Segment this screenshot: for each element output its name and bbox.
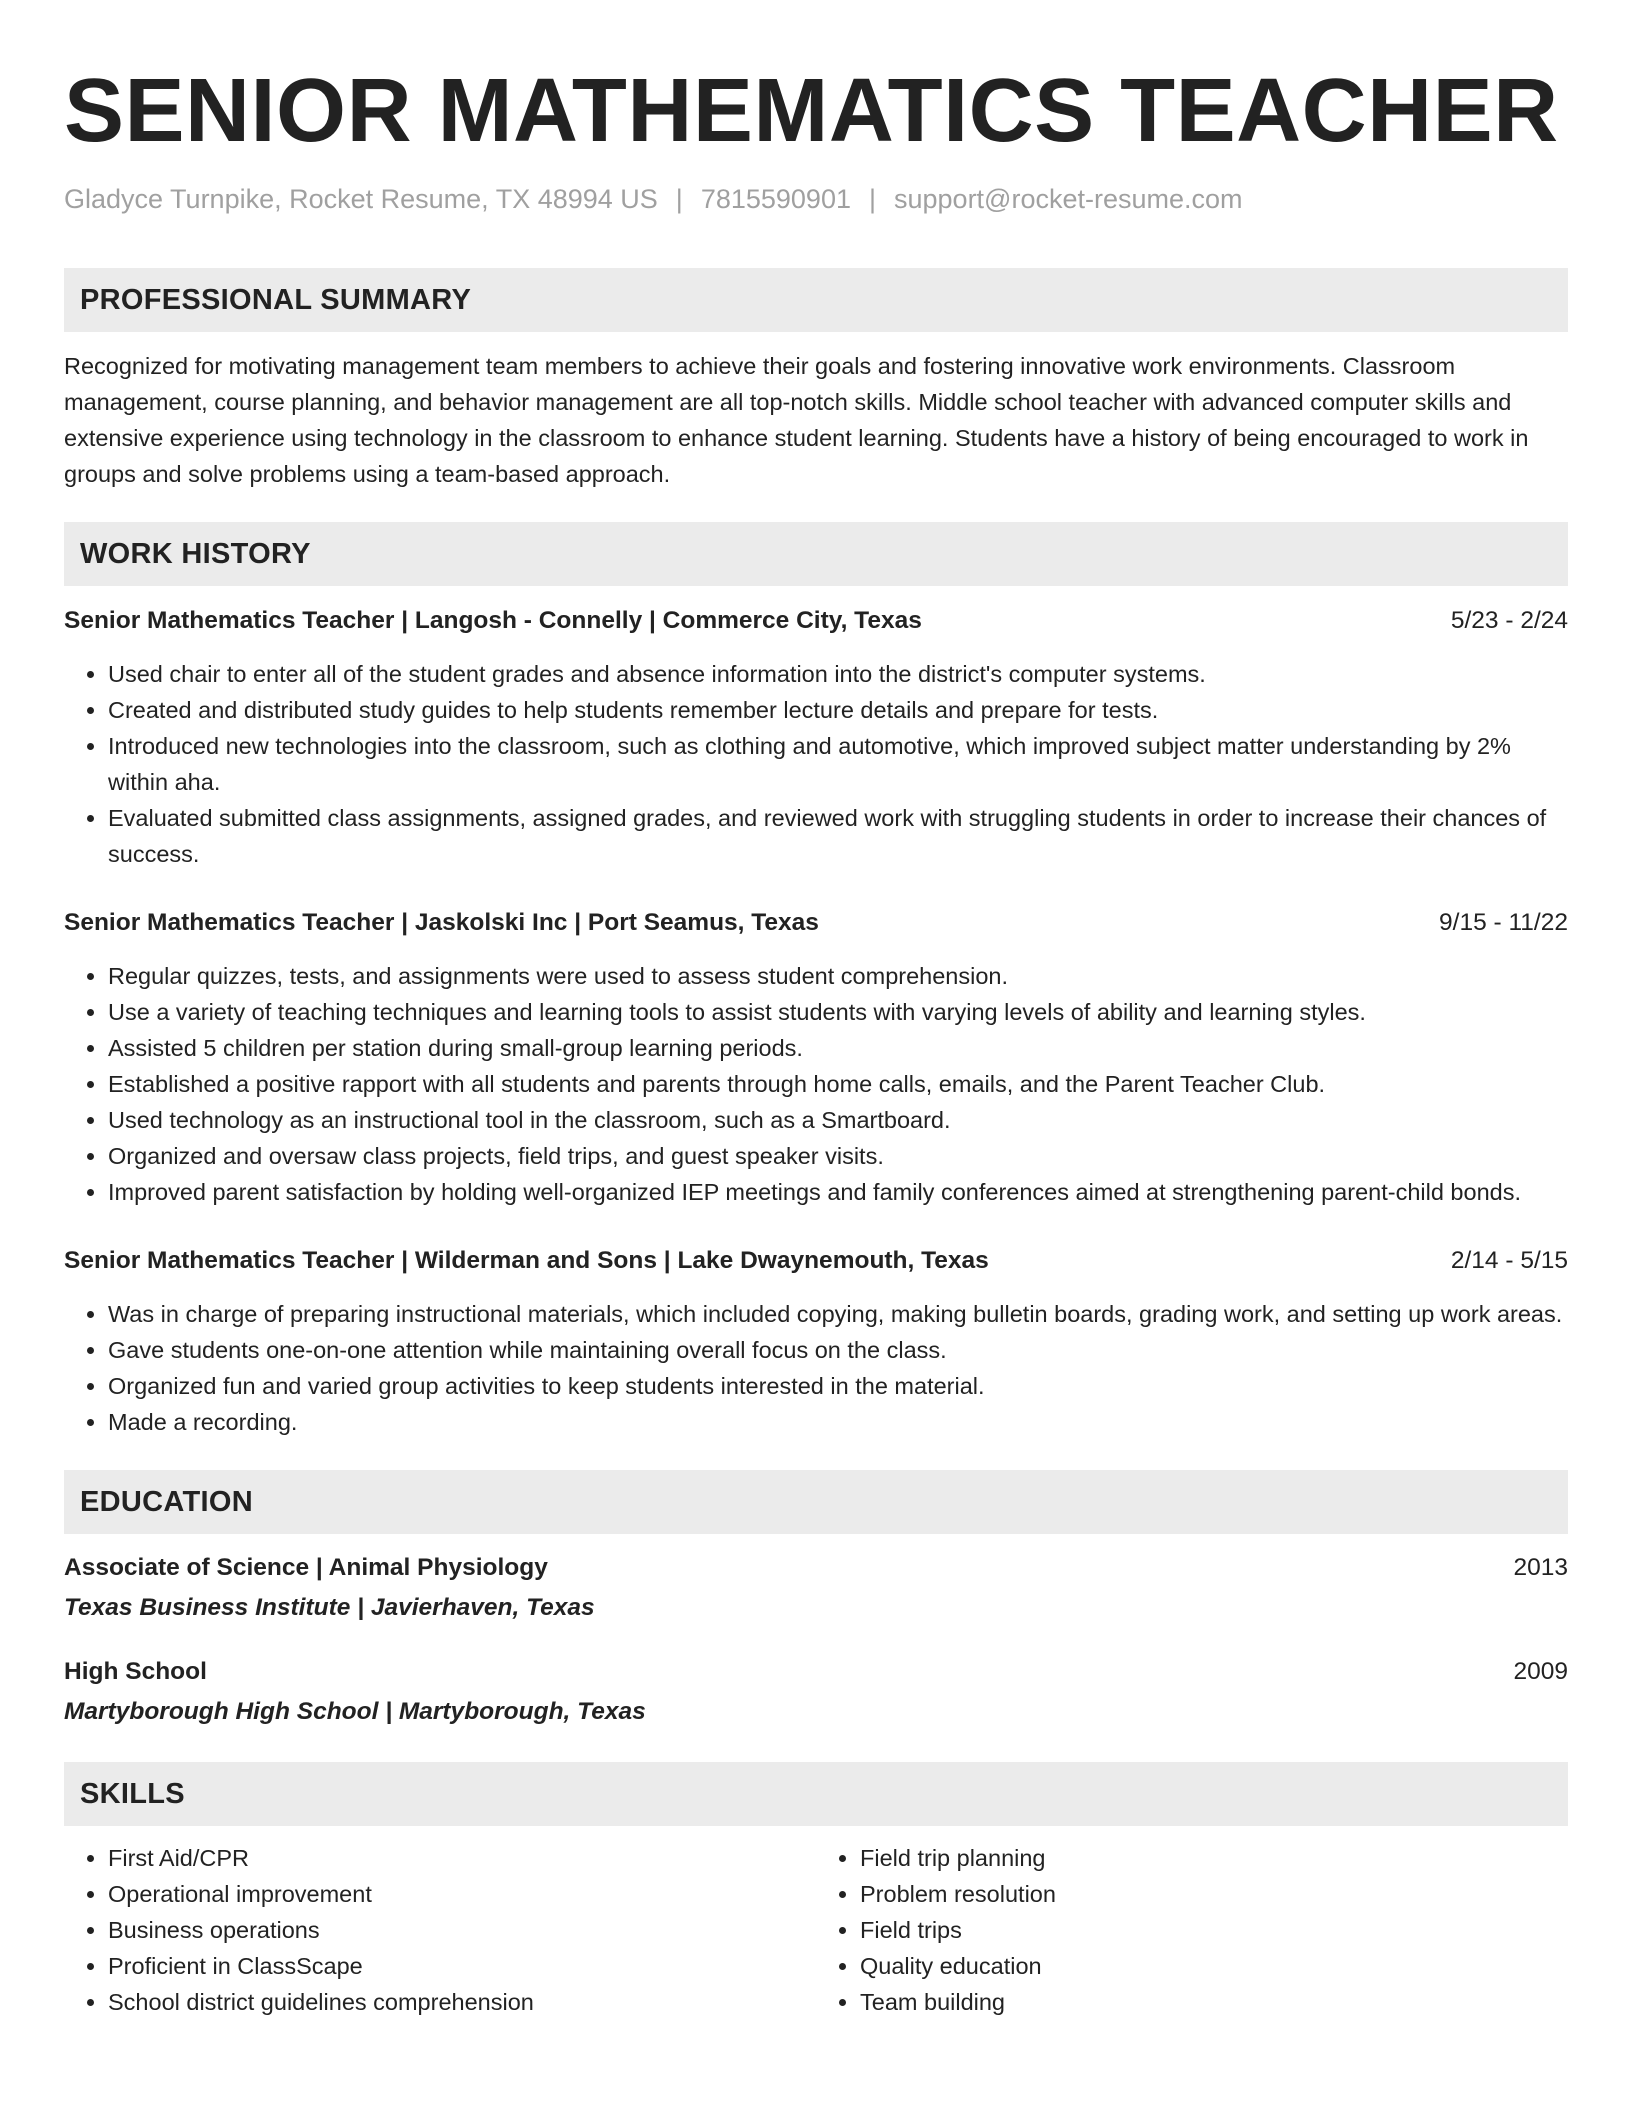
education-header bbox=[64, 1652, 1568, 1692]
skill-item: • Problem resolution bbox=[860, 1876, 1568, 1912]
job-bullet: • Organized fun and varied group activities to keep students interested in the material. bbox=[108, 1368, 1568, 1404]
education-year: 2009 bbox=[1513, 1658, 1568, 1685]
skill-item: • Field trips bbox=[860, 1912, 1568, 1948]
contact-separator: | bbox=[675, 184, 683, 214]
job-header bbox=[64, 906, 1568, 940]
job-bullet: • Established a positive rapport with all students and parents through home calls, emails, and the Parent Teacher Club. bbox=[108, 1066, 1568, 1102]
skills-column-right bbox=[816, 1840, 1568, 2020]
job-entry bbox=[64, 604, 1568, 872]
education-degree: High School bbox=[64, 1658, 207, 1685]
skill-item: • Business operations bbox=[108, 1912, 816, 1948]
education-header bbox=[64, 1548, 1568, 1588]
job-dates: 9/15 - 11/22 bbox=[1439, 909, 1568, 936]
skill-item: • Quality education bbox=[860, 1948, 1568, 1984]
education-school: Texas Business Institute | Javierhaven, Texas bbox=[64, 1594, 595, 1621]
skill-item: • School district guidelines comprehension bbox=[108, 1984, 816, 2020]
job-bullet: • Gave students one-on-one attention while maintaining overall focus on the class. bbox=[108, 1332, 1568, 1368]
job-bullet: • Improved parent satisfaction by holding well-organized IEP meetings and family conferences aimed at strengthening parent-child bonds. bbox=[108, 1174, 1568, 1210]
education-school: Martyborough High School | Martyborough, Texas bbox=[64, 1698, 646, 1725]
education-year: 2013 bbox=[1513, 1554, 1568, 1581]
job-title: Senior Mathematics Teacher | Wilderman and Sons | Lake Dwaynemouth, Texas bbox=[64, 1247, 989, 1274]
job-entry bbox=[64, 906, 1568, 1210]
skills-column-left bbox=[64, 1840, 816, 2020]
skills-list bbox=[64, 1840, 1568, 2020]
skill-item: • Operational improvement bbox=[108, 1876, 816, 1912]
job-entry bbox=[64, 1244, 1568, 1440]
job-title: Senior Mathematics Teacher | Jaskolski Inc | Port Seamus, Texas bbox=[64, 909, 819, 936]
skill-item: • Field trip planning bbox=[860, 1840, 1568, 1876]
job-bullet: • Assisted 5 children per station during small-group learning periods. bbox=[108, 1030, 1568, 1066]
job-bullet: • Used chair to enter all of the student grades and absence information into the district's computer systems. bbox=[108, 656, 1568, 692]
summary-text: Recognized for motivating management team members to achieve their goals and fostering innovative work environments. Classroom management, course planning, and behavior management are all top-notch skills. Middle school teacher with advanced computer skills and extensive experience using technology in the classroom to enhance student learning. Students have a history of being encouraged to work in groups and solve problems using a team-based approach. bbox=[64, 353, 1529, 487]
skill-item: • First Aid/CPR bbox=[108, 1840, 816, 1876]
job-bullets bbox=[64, 1296, 1568, 1440]
contact-phone: 7815590901 bbox=[700, 184, 851, 214]
job-dates: 5/23 - 2/24 bbox=[1450, 607, 1568, 634]
job-title: Senior Mathematics Teacher | Langosh - Connelly | Commerce City, Texas bbox=[64, 607, 922, 634]
job-bullet: • Created and distributed study guides to help students remember lecture details and prepare for tests. bbox=[108, 692, 1568, 728]
contact-separator: | bbox=[868, 184, 876, 214]
job-bullet: • Used technology as an instructional tool in the classroom, such as a Smartboard. bbox=[108, 1102, 1568, 1138]
skill-item: • Team building bbox=[860, 1984, 1568, 2020]
job-bullet: • Evaluated submitted class assignments, assigned grades, and reviewed work with struggling students in order to increase their chances of success. bbox=[108, 800, 1568, 872]
job-bullet: • Was in charge of preparing instructional materials, which included copying, making bulletin boards, grading work, and setting up work areas. bbox=[108, 1296, 1568, 1332]
job-bullet: • Regular quizzes, tests, and assignments were used to assess student comprehension. bbox=[108, 958, 1568, 994]
summary-heading: PROFESSIONAL SUMMARY bbox=[64, 268, 1568, 332]
education-entry bbox=[64, 1548, 1568, 1628]
education-entry bbox=[64, 1652, 1568, 1732]
skill-item: • Proficient in ClassScape bbox=[108, 1948, 816, 1984]
job-header bbox=[64, 1244, 1568, 1278]
skills-heading: SKILLS bbox=[64, 1762, 1568, 1826]
contact-address: Gladyce Turnpike, Rocket Resume, TX 48994 US bbox=[64, 184, 658, 214]
work-history-heading: WORK HISTORY bbox=[64, 522, 1568, 586]
contact-email: support@rocket-resume.com bbox=[894, 184, 1243, 214]
contact-line bbox=[64, 182, 1568, 216]
job-bullets bbox=[64, 656, 1568, 872]
education-heading: EDUCATION bbox=[64, 1470, 1568, 1534]
job-bullet: • Organized and oversaw class projects, field trips, and guest speaker visits. bbox=[108, 1138, 1568, 1174]
resume-title: SENIOR MATHEMATICS TEACHER bbox=[64, 61, 1559, 161]
education-degree: Associate of Science | Animal Physiology bbox=[64, 1554, 548, 1581]
job-header bbox=[64, 604, 1568, 638]
job-bullet: • Introduced new technologies into the classroom, such as clothing and automotive, which improved subject matter understanding by 2% within aha. bbox=[108, 728, 1568, 800]
job-dates: 2/14 - 5/15 bbox=[1450, 1247, 1568, 1274]
job-bullet: • Use a variety of teaching techniques and learning tools to assist students with varying levels of ability and learning styles. bbox=[108, 994, 1568, 1030]
job-bullets bbox=[64, 958, 1568, 1210]
job-bullet: • Made a recording. bbox=[108, 1404, 1568, 1440]
